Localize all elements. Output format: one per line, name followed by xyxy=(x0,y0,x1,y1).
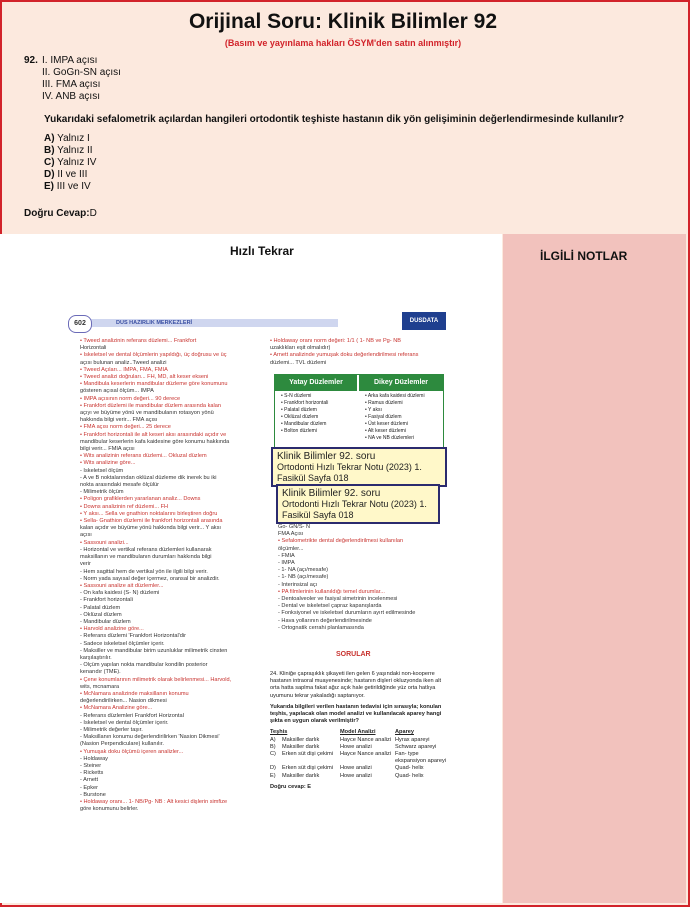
page-text-line: • Wits analizine göre... xyxy=(80,460,136,467)
page-text-line: - Referans düzlemi 'Frankfort Horizontal'dir xyxy=(80,633,186,640)
copyright-notice: (Basım ve yayınlama hakları ÖSYM'den satın alınmıştır) xyxy=(224,38,462,48)
q24-options xyxy=(270,729,450,779)
page-text-line: - Arnett xyxy=(80,777,99,784)
page-text-line: maksillanın ve mandibulanın durumları hakkında bilgi xyxy=(80,554,212,561)
table-cell: • NA ve NB düzlemleri xyxy=(365,435,414,441)
page-text-line: - Maksiller ve mandibular birim uzunluklar milimetrik cinsten xyxy=(80,647,228,654)
q24-option-row xyxy=(270,737,450,744)
page-text-line: • Holdaway oranı... 1- NB/Pg- NB : Alt kesici dişlerin simfize xyxy=(80,799,228,805)
correct-answer: Doğru Cevap:D xyxy=(24,208,97,219)
page-text-line: wits, mcnamara xyxy=(80,683,120,690)
table-cell: • Ramus düzlemi xyxy=(365,400,403,406)
q24-cell: Model Analizi xyxy=(340,729,376,736)
page-text-line: - Holdaway xyxy=(80,755,108,762)
page-text-line: • McNamara analizinde maksillanın konumu xyxy=(80,690,189,697)
page-text-line: hakkında bilgi verir... FMA açısı xyxy=(80,417,158,424)
page-text-line: - Mandibular düzlem xyxy=(80,618,131,625)
page-number-badge: 602 xyxy=(68,315,92,333)
page-text-line: uzaklıkları eşit olmalıdır) xyxy=(270,345,331,352)
page-text-line: - Fonksiyonel ve iskeletsel durumların ayırt edilmesinde xyxy=(278,610,416,617)
page-text-line: - Maksillanın konumu değerlendirilirken 'Nasion Dikmesi' xyxy=(80,734,220,741)
page-right-column-mid xyxy=(278,524,450,632)
questions-heading: SORULAR xyxy=(336,651,371,658)
q24-cell: C) xyxy=(270,751,276,758)
q24-cell: Howe analizi xyxy=(340,743,372,750)
page-text-line: açıyı ve büyüme yönü ve mandibulanın rotasyon yönü xyxy=(80,410,214,417)
page-text-line: • Poligon grafiklerden yararlanan analiz... Downs xyxy=(80,496,201,503)
q24-cell: Quad- helix xyxy=(395,765,424,772)
note-popup-1[interactable]: Klinik Bilimler 92. soru Ortodonti Hızlı Tekrar Notu (2023) 1. Fasikül Sayfa 018 xyxy=(271,447,447,487)
q24-cell: Erken süt dişi çekimi xyxy=(282,751,333,758)
related-notes-heading: İLGİLİ NOTLAR xyxy=(540,249,628,263)
page-text-line: Go- GN/S- N xyxy=(278,524,311,530)
question-24 xyxy=(270,671,450,791)
q24-option-row xyxy=(270,751,450,765)
table-cell: • Alt keser düzlemi xyxy=(365,428,406,434)
page-text-line: • McNamara Analizine göre... xyxy=(80,705,153,712)
page-text-line: - Hem sagittal hem de vertikal yön ile ilgili bilgi verir. xyxy=(80,568,208,575)
page-text-line: - Ölçüm yapılan nokta mandibular kondilin posterior xyxy=(80,662,208,669)
q24-cell: Maksiller darlık xyxy=(282,772,320,779)
page-text-line: düzlemi... TVL düzlemi xyxy=(270,359,327,366)
page-text-line: - Sadece iskeletsel ölçümler içerir. xyxy=(80,640,165,647)
choice-c[interactable]: C) Yalnız IV xyxy=(44,157,97,168)
page-text-line: • Sefalometrikte dental değerlendirilmesi kullanılan xyxy=(278,538,404,545)
page-right-column-top xyxy=(270,338,450,367)
table-cell: • Arka kafa kaidesi düzlemi xyxy=(365,393,425,399)
page-text-line: değerlendirilirken... Nasion dikmesi xyxy=(80,698,167,705)
page-text-line: (Nasion Perpendiculare) kullanılır. xyxy=(80,741,164,748)
q24-cell: Howe analizi xyxy=(340,772,372,779)
page-text-line: • Tweed analizinin referans düzlemi... Frankfort xyxy=(80,338,197,344)
page-text-line: - İskeletsel ölçüm xyxy=(80,467,124,474)
choice-d[interactable]: D) II ve III xyxy=(44,169,88,180)
q24-header-row xyxy=(270,729,450,736)
q24-cell: Hayce Nance analizi xyxy=(340,751,391,758)
page-text-line: - Ortognatik cerrahi planlamasında xyxy=(278,624,364,631)
page-text-line: - Burstone xyxy=(80,791,106,798)
page-text-line: - Milimetrik değerler taşır. xyxy=(80,726,143,733)
page-left-column xyxy=(80,338,260,813)
q24-option-row xyxy=(270,765,450,772)
page-text-line: • İskeletsel ve dental ölçümlerin yapıldığı, üç doğrusu ve üç xyxy=(80,352,227,359)
question-item: III. FMA açısı xyxy=(42,79,101,90)
q24-cell: Hayce Nance analizi xyxy=(340,736,391,743)
page-text-line: • Tweed Açıları... IMPA, FMA, FMIA xyxy=(80,366,168,373)
q24-cell: D) xyxy=(270,765,276,772)
q24-answer: Doğru cevap: E xyxy=(270,783,312,790)
q24-cell: Hyrax apareyi xyxy=(395,736,430,743)
note-popup-2[interactable]: Klinik Bilimler 92. soru Ortodonti Hızlı Tekrar Notu (2023) 1. Fasikül Sayfa 018 xyxy=(276,484,440,524)
q24-cell: Maksiller darlık xyxy=(282,743,320,750)
page-text-line: - Referans düzlemleri Frankfort Horizontal xyxy=(80,712,184,719)
page-text-line: kalan açıdır ve büyüme yönü hakkında bilgi verir... Y aksı xyxy=(80,525,221,532)
page-text-line: - FMIA xyxy=(278,552,295,559)
page-text-line: nokta arasındaki mesafe ölçülür xyxy=(80,482,159,489)
q24-cell: E) xyxy=(270,772,276,779)
page-text-line: - Ön kafa kaidesi (S- N) düzlemi xyxy=(80,590,160,597)
page-text-line: kenarıdır (TME). xyxy=(80,669,121,676)
q24-cell: Maksiller darlık xyxy=(282,736,320,743)
choice-a[interactable]: A) Yalnız I xyxy=(44,133,90,144)
table-cell: • Oklüzal düzlem xyxy=(281,414,319,420)
table-cell: • Frankfort horizontali xyxy=(281,400,329,406)
table-cell: • Bolton düzlemi xyxy=(281,428,317,434)
q24-cell: Fan- type ekspansiyon apareyi xyxy=(395,751,446,765)
page-text-line: • Harvold analizine göre... xyxy=(80,626,144,633)
page-text-line: - Epker xyxy=(80,784,99,791)
page-text-line: • IMPA açısının norm değeri... 90 derece xyxy=(80,395,181,402)
section-bar: DUS HAZIRLIK MERKEZLERİ xyxy=(88,319,338,327)
table-cell: • Fasiyal düzlem xyxy=(365,414,402,420)
table-header-vertical: Dikey Düzlemler xyxy=(359,375,443,391)
table-cell: • Y aksı xyxy=(365,407,382,413)
textbook-page-image xyxy=(20,286,490,890)
q24-cell: Quad- helix xyxy=(395,772,424,779)
page-text-line: • Wits analizinin referans düzlemi... Okluzal düzlem xyxy=(80,453,207,460)
dusdata-logo: DUSDATA xyxy=(402,312,446,330)
page-text-line: - Frankfort horizontali xyxy=(80,597,133,604)
page-text-line: • Frankfort horizontali ile alt keseri aksı arasındaki açıdır ve xyxy=(80,431,227,438)
page-text-line: Horizontali xyxy=(80,345,107,352)
page-text-line: • Çene konumlarının milimetrik olarak belirlenmesi... Harvold, xyxy=(80,676,232,683)
choice-b[interactable]: B) Yalnız II xyxy=(44,145,93,156)
page-text-line: açısı bulunan analiz..Tweed analizi xyxy=(80,359,167,366)
page-text-line: FMA Açısı xyxy=(278,531,304,538)
q24-cell: Teşhis xyxy=(270,729,288,736)
q24-instruction: Yukarıda bilgileri verilen hastanın tedavisi için sırasıyla; konulan teşhis, yapılacak olan model analizi ve kullanılacak aparey hangi şıkta en uygun olarak verilmiştir? xyxy=(270,703,442,725)
page-text-line: - Dentoalveoler ve fasiyal simetrinin incelenmesi xyxy=(278,596,398,603)
question-item: IV. ANB açısı xyxy=(42,91,100,102)
page-text-line: • PA filmlerinin kullanıldığı temel durumlar... xyxy=(278,588,385,595)
page-text-line: verir xyxy=(80,561,91,568)
page-text-line: - Steiner xyxy=(80,762,102,769)
q24-option-row xyxy=(270,773,450,780)
page-text-line: - Palatal düzlem xyxy=(80,604,121,611)
page-text-line: - Ricketts xyxy=(80,770,104,777)
page-text-line: - Dental ve iskeletsel çapraz kapanışlarda xyxy=(278,603,382,610)
page-text-line: • Tweed analizi doğruları... FH, MD, alt keser ekseni xyxy=(80,374,209,381)
table-col-horizontal xyxy=(281,393,357,435)
page-text-line: mandibular keserlerin kafa kaidesine göre konumu hakkında xyxy=(80,438,230,445)
q24-cell: Aparey xyxy=(395,729,414,736)
page-text-line: - Horizontal ve vertikal referans düzlemleri kullanarak xyxy=(80,546,212,553)
page-text-line: • Downs analizinin ref düzlemi... FH xyxy=(80,503,169,510)
page-text-line: - İnterinsizal açı xyxy=(278,581,318,588)
question-item: II. GoGn-SN açısı xyxy=(42,67,121,78)
page-text-line: • Y aksı... Sella ve gnathion noktalarını birleştiren doğru xyxy=(80,510,218,517)
choice-e[interactable]: E) III ve IV xyxy=(44,181,91,192)
page-text-line: açısı xyxy=(80,532,92,539)
page-text-line: • FMA açısı norm değeri... 25 derece xyxy=(80,424,171,431)
q24-cell: Howe analizi xyxy=(340,765,372,772)
page-text-line: • Arnett analizinde yumuşak doku değerlendirilmesi referans xyxy=(270,352,419,359)
table-cell: • S-N düzlemi xyxy=(281,393,312,399)
page-text-line: karşılaştırılır. xyxy=(80,654,112,661)
page-text-line: - Norm yada sayısal değer içermez, oransal bir analizdir. xyxy=(80,575,220,582)
q24-cell: Erken süt dişi çekimi xyxy=(282,765,333,772)
question-item: I. IMPA açısı xyxy=(42,55,98,66)
page-text-line: - İskeletsel ve dental ölçümler içerir. xyxy=(80,719,169,726)
page-text-line: • Frankfort düzlemi ile mandibular düzlem arasında kalan xyxy=(80,402,221,409)
q24-cell: B) xyxy=(270,743,276,750)
table-cell: • Palatal düzlem xyxy=(281,407,317,413)
table-cell: • Mandibular düzlem xyxy=(281,421,327,427)
q24-cell: Schwarz apareyi xyxy=(395,743,437,750)
quick-review-heading: Hızlı Tekrar xyxy=(230,244,294,258)
related-notes-panel xyxy=(503,234,686,903)
page-text-line: • Sassouni analize ait düzlemler... xyxy=(80,582,164,589)
page-text-line: gösteren açısal ölçüm... IMPA xyxy=(80,388,154,395)
page-text-line: - 1- NA (açı/mesafe) xyxy=(278,567,329,574)
table-col-vertical xyxy=(365,393,441,442)
page-text-line: - Milimetrik ölçüm xyxy=(80,489,124,496)
planes-table xyxy=(274,374,444,448)
page-text-line: - 1- NB (açı/mesafe) xyxy=(278,574,329,581)
page-text-line: • Yumuşak doku ölçümü içeren analizler... xyxy=(80,748,184,755)
page-text-line: - IMPA xyxy=(278,560,295,567)
page-text-line: - A ve B noktalarından oklüzal düzleme dik inerek bu iki xyxy=(80,474,217,481)
question-stem: Yukarıdaki sefalometrik açılardan hangileri ortodontik teşhiste hastanın dik yön gelişiminin değerlendirmesinde kullanılır? xyxy=(44,114,625,125)
page-text-line: ölçümler... xyxy=(278,545,304,552)
table-header-horizontal: Yatay Düzlemler xyxy=(275,375,357,391)
page-text-line: • Holdaway oranı norm değeri: 1/1 ( 1- NB ve Pg- NB xyxy=(270,338,401,344)
page-text-line: • Mandibula keserlerin mandibular düzleme göre konumunu xyxy=(80,381,228,388)
page-title: Orijinal Soru: Klinik Bilimler 92 xyxy=(188,10,498,33)
page-text-line: bilgi verir... FMIA açısı xyxy=(80,446,135,453)
table-cell: • Üst keser düzlemi xyxy=(365,421,408,427)
page-text-line: - Oklüzal düzlem xyxy=(80,611,122,618)
q24-cell: A) xyxy=(270,736,276,743)
question-number: 92. xyxy=(24,55,38,66)
page-text-line: göre konumunu belirler. xyxy=(80,806,139,813)
page-text-line: - Hava yollarının değerlendirilmesinde xyxy=(278,617,372,624)
q24-text: 24. Kliniğe çapraşıklık şikayeti ilen gelen 6 yaşındaki non-kooperre hastanın intraoral muayenesinde; hastanın dişleri okluzyonda iken alt orta hatta saplma fakat ağız açık hale getirildiğinde yüz orta hatlıya uyumunu tekrar yakaladığı saptanıyor. xyxy=(270,671,442,699)
q24-option-row xyxy=(270,744,450,751)
page-text-line: • Sella- Gnathion düzlemi ile frankfort horizontali arasında xyxy=(80,518,223,525)
page-text-line: • Sassouni analizi... xyxy=(80,539,129,546)
